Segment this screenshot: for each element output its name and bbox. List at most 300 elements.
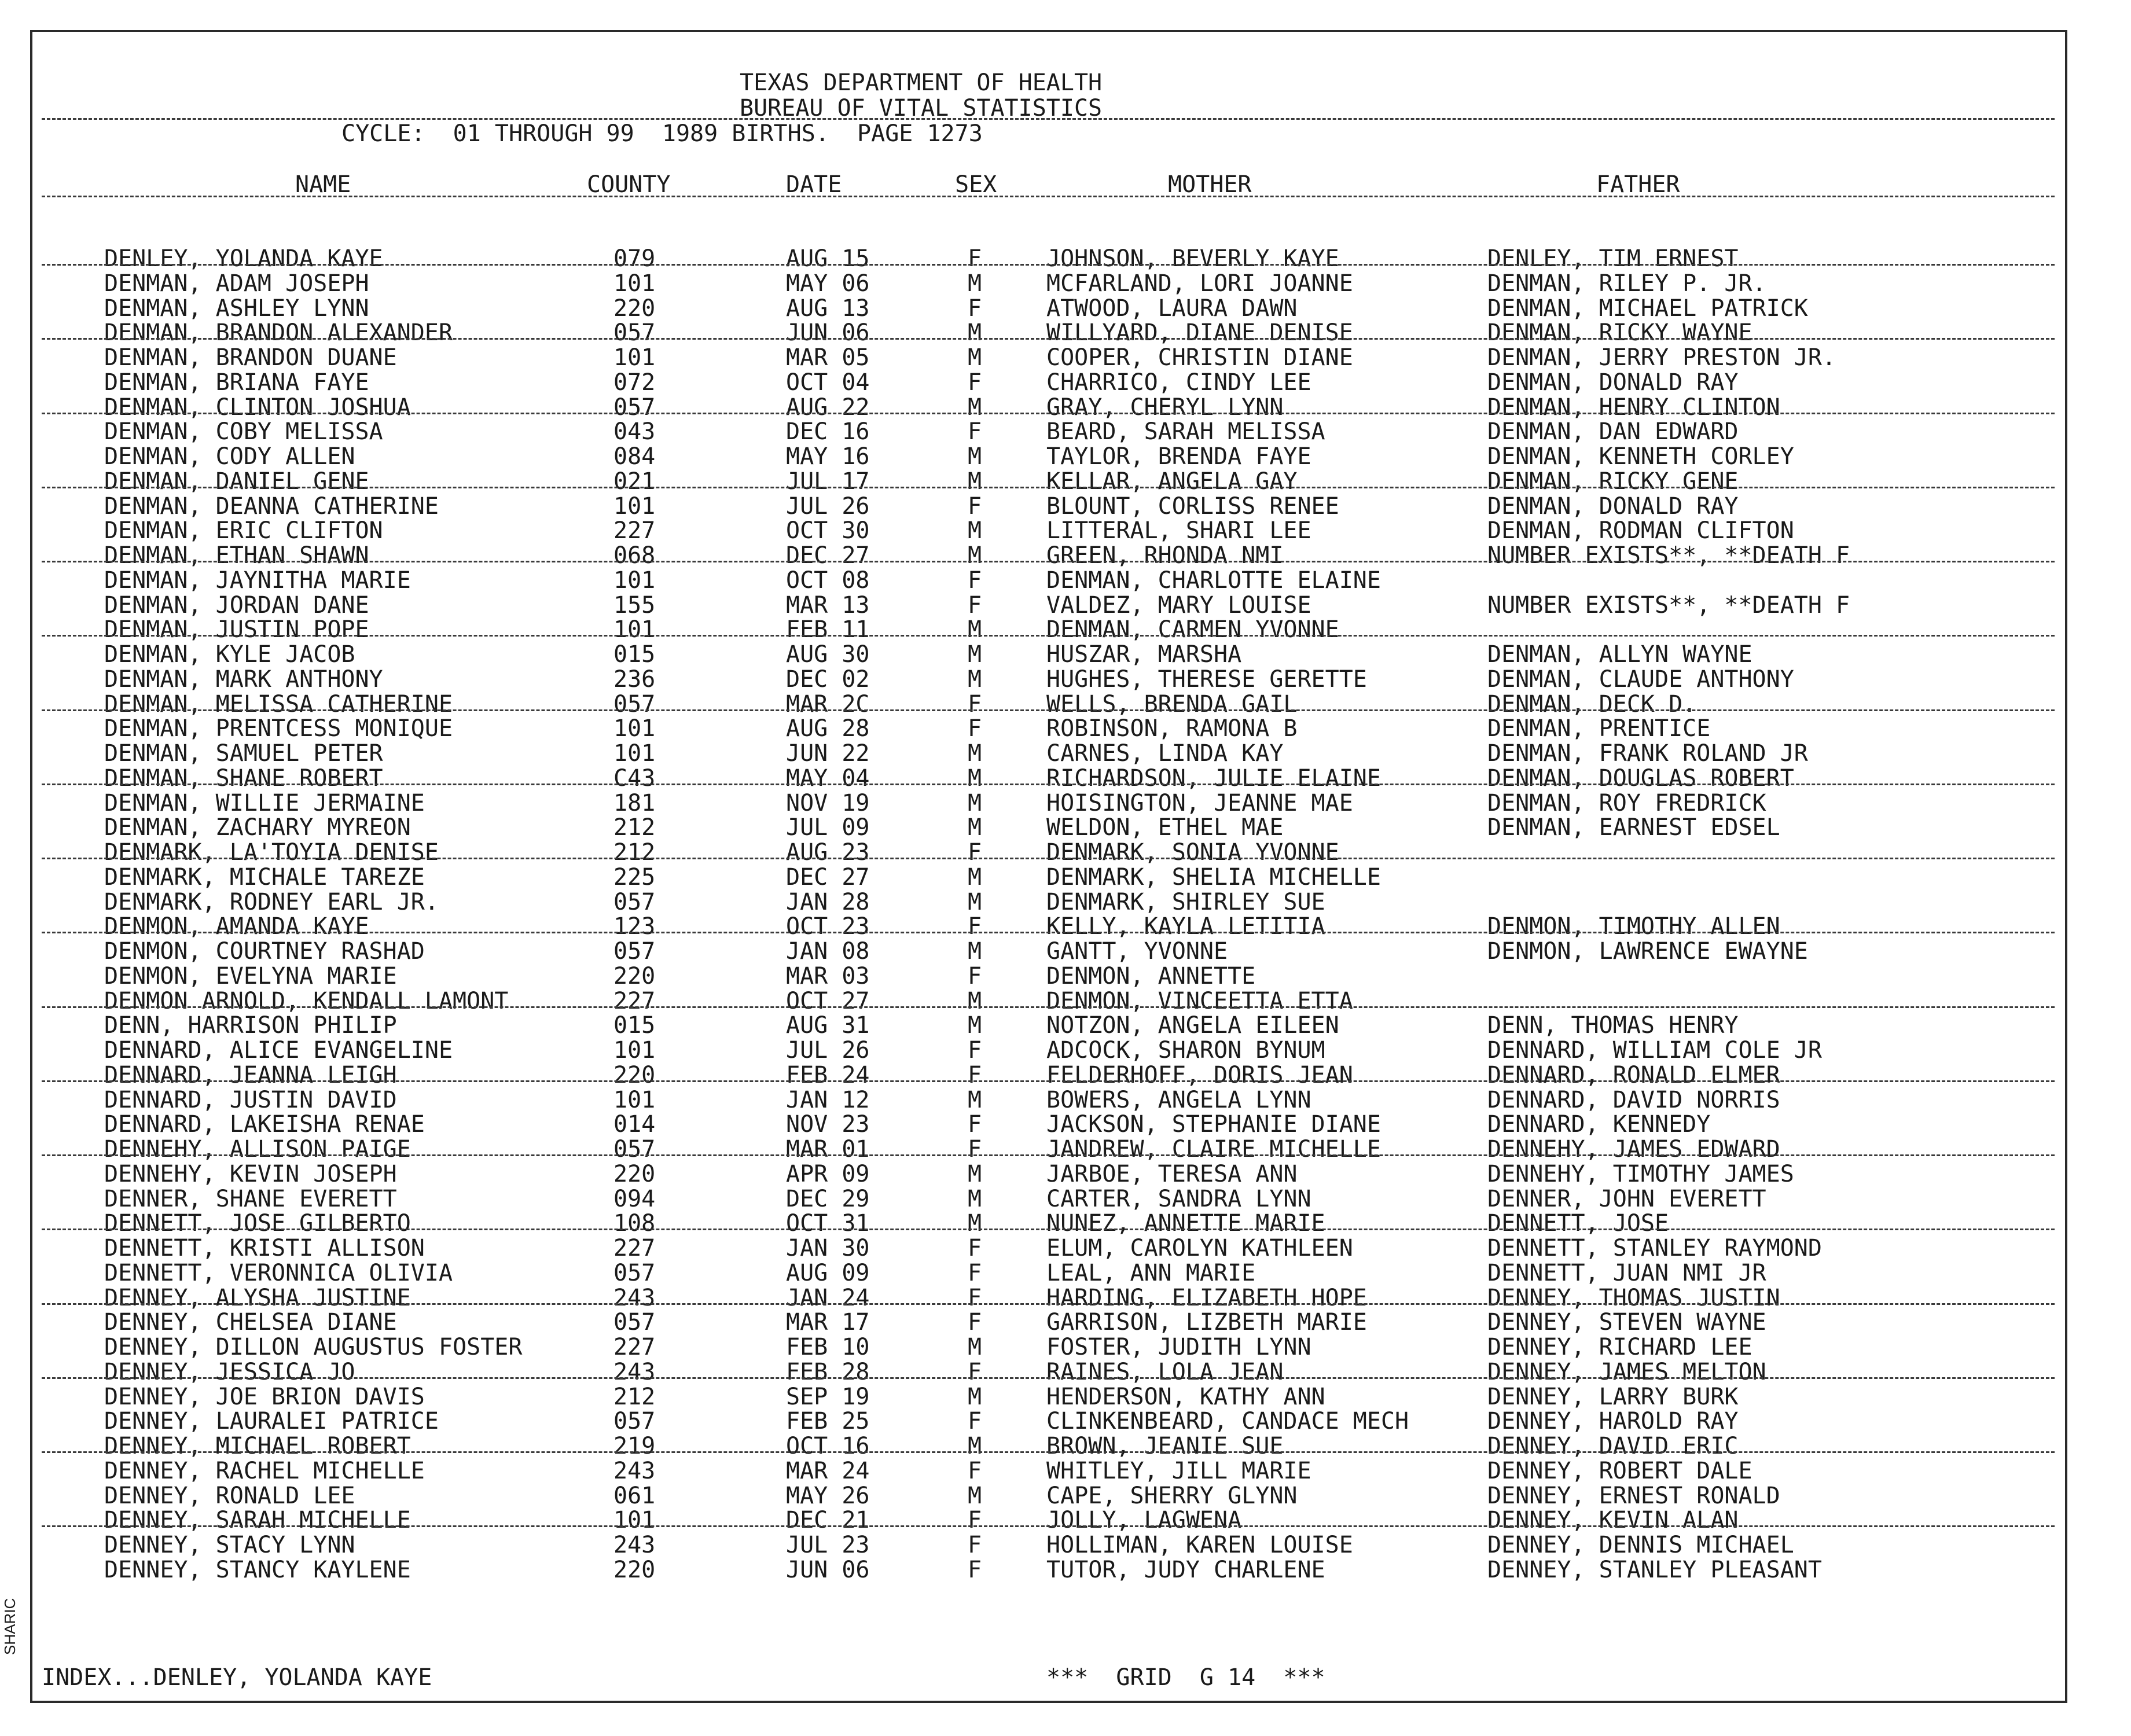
cell-county: 212	[613, 1383, 656, 1410]
cell-sex: F	[968, 245, 982, 272]
cell-name: DENNARD, JEANNA LEIGH	[104, 1061, 397, 1088]
cell-father: NUMBER EXISTS**, **DEATH F	[1487, 591, 1850, 619]
cell-sex: M	[968, 319, 982, 347]
cell-county: 225	[613, 863, 656, 891]
cell-date: OCT 08	[786, 567, 870, 594]
cell-mother: GREEN, RHONDA NMI	[1046, 542, 1284, 569]
cell-county: 123	[613, 913, 656, 940]
cell-county: 219	[613, 1433, 656, 1459]
table-row	[0, 989, 2131, 1014]
table-row	[0, 692, 2131, 717]
cell-mother: NOTZON, ANGELA EILEEN	[1046, 1012, 1339, 1039]
cell-name: DENNEY, CHELSEA DIANE	[104, 1309, 397, 1336]
cell-name: DENMAN, KYLE JACOB	[104, 641, 355, 668]
cell-county: 227	[613, 1235, 656, 1261]
cell-sex: M	[968, 938, 982, 965]
cell-county: 227	[613, 987, 656, 1014]
cell-sex: M	[968, 270, 982, 297]
cell-mother: FELDERHOFF, DORIS JEAN	[1046, 1061, 1353, 1088]
cell-father: DENLEY, TIM ERNEST	[1487, 245, 1739, 272]
cell-mother: GARRISON, LIZBETH MARIE	[1046, 1309, 1367, 1336]
cell-sex: F	[968, 1235, 982, 1261]
cell-mother: CLINKENBEARD, CANDACE MECH	[1046, 1408, 1409, 1435]
row-divider	[42, 1525, 2055, 1527]
cell-date: FEB 10	[786, 1334, 870, 1360]
cell-date: DEC 27	[786, 542, 870, 569]
cell-date: JUN 22	[786, 740, 870, 767]
cell-sex: F	[968, 1061, 982, 1088]
cell-sex: M	[968, 616, 982, 643]
cell-father: DENNEY, DAVID ERIC	[1487, 1433, 1739, 1459]
cell-father: DENMAN, FRANK ROLAND JR	[1487, 740, 1808, 767]
cell-date: MAR 17	[786, 1309, 870, 1336]
cell-name: DENNEY, JESSICA JO	[104, 1358, 355, 1385]
cell-date: MAR 01	[786, 1136, 870, 1163]
cell-father: DENN, THOMAS HENRY	[1487, 1012, 1739, 1039]
table-row	[0, 1088, 2131, 1113]
cell-mother: RAINES, LOLA JEAN	[1046, 1358, 1284, 1385]
table-row	[0, 395, 2131, 420]
cell-sex: F	[968, 1111, 982, 1138]
cell-name: DENMAN, WILLIE JERMAINE	[104, 789, 425, 816]
cell-county: 101	[613, 1086, 656, 1113]
cell-date: AUG 22	[786, 393, 870, 421]
cell-father: DENNETT, JOSE	[1487, 1210, 1669, 1237]
cell-mother: JACKSON, STEPHANIE DIANE	[1046, 1111, 1381, 1138]
cell-date: JUL 17	[786, 468, 870, 495]
cell-name: DENNEY, RACHEL MICHELLE	[104, 1457, 425, 1484]
cell-name: DENNEY, JOE BRION DAVIS	[104, 1383, 425, 1410]
row-divider	[42, 1080, 2055, 1082]
cell-sex: M	[968, 1185, 982, 1212]
cell-father: DENMAN, RILEY P. JR.	[1487, 270, 1766, 297]
cell-date: JUL 23	[786, 1532, 870, 1558]
cell-father: DENNEY, STANLEY PLEASANT	[1487, 1556, 1822, 1583]
cell-name: DENNEY, MICHAEL ROBERT	[104, 1433, 411, 1459]
cell-name: DENNEY, RONALD LEE	[104, 1482, 355, 1509]
cell-name: DENMAN, JAYNITHA MARIE	[104, 567, 411, 594]
cell-name: DENMAN, CODY ALLEN	[104, 443, 355, 470]
cell-date: MAR 2C	[786, 690, 870, 718]
cell-date: JAN 28	[786, 888, 870, 915]
row-divider	[42, 635, 2055, 637]
table-row	[0, 296, 2131, 321]
cell-name: DENNEY, SARAH MICHELLE	[104, 1507, 411, 1534]
row-divider	[42, 784, 2055, 785]
cell-county: 101	[613, 344, 656, 371]
cell-date: DEC 27	[786, 863, 870, 891]
cell-father: DENNEHY, TIMOTHY JAMES	[1487, 1160, 1794, 1187]
cell-sex: M	[968, 1334, 982, 1360]
cell-date: AUG 15	[786, 245, 870, 272]
cell-name: DENMAN, BRIANA FAYE	[104, 369, 369, 396]
cell-sex: F	[968, 1136, 982, 1163]
cell-county: 220	[613, 295, 656, 322]
cell-county: 227	[613, 517, 656, 545]
column-header-sex: SEX	[955, 171, 997, 198]
cell-sex: M	[968, 542, 982, 569]
cell-mother: JOLLY, LAGWENA	[1046, 1507, 1242, 1534]
cell-father: DENNEY, RICHARD LEE	[1487, 1334, 1752, 1360]
cell-father: DENMAN, RICKY GENE	[1487, 468, 1739, 495]
cell-sex: M	[968, 987, 982, 1014]
table-row	[0, 420, 2131, 444]
cell-sex: M	[968, 1160, 982, 1187]
cell-name: DENMAN, DEANNA CATHERINE	[104, 492, 439, 520]
cell-father: DENNEY, KEVIN ALAN	[1487, 1507, 1739, 1534]
cell-father: DENNEY, THOMAS JUSTIN	[1487, 1284, 1780, 1311]
cell-county: 243	[613, 1358, 656, 1385]
cell-name: DENMARK, RODNEY EARL JR.	[104, 888, 439, 915]
cell-name: DENNEY, ALYSHA JUSTINE	[104, 1284, 411, 1311]
cell-date: AUG 13	[786, 295, 870, 322]
cell-father: DENMAN, DOUGLAS ROBERT	[1487, 764, 1794, 792]
cell-date: FEB 11	[786, 616, 870, 643]
cell-name: DENMON, AMANDA KAYE	[104, 913, 369, 940]
cell-father: DENNETT, JUAN NMI JR	[1487, 1259, 1766, 1286]
cell-date: JUN 06	[786, 1556, 870, 1583]
table-row	[0, 840, 2131, 865]
cell-date: JAN 08	[786, 938, 870, 965]
cell-mother: BEARD, SARAH MELISSA	[1046, 418, 1325, 446]
table-row	[0, 1112, 2131, 1137]
cell-father: DENMAN, RICKY WAYNE	[1487, 319, 1752, 347]
cell-county: 220	[613, 1160, 656, 1187]
column-header-father: FATHER	[1596, 171, 1680, 198]
cell-mother: HUGHES, THERESE GERETTE	[1046, 665, 1367, 693]
table-row	[0, 964, 2131, 989]
cell-father: DENMAN, ALLYN WAYNE	[1487, 641, 1752, 668]
cell-name: DENN, HARRISON PHILIP	[104, 1012, 397, 1039]
cell-mother: WHITLEY, JILL MARIE	[1046, 1457, 1311, 1484]
cell-father: DENNEY, STEVEN WAYNE	[1487, 1309, 1766, 1336]
cell-county: 072	[613, 369, 656, 396]
cell-father: DENNEY, ROBERT DALE	[1487, 1457, 1752, 1484]
cell-sex: F	[968, 690, 982, 718]
cell-mother: CAPE, SHERRY GLYNN	[1046, 1482, 1298, 1509]
table-row	[0, 469, 2131, 494]
cell-county: 220	[613, 1061, 656, 1088]
cell-county: 101	[613, 567, 656, 594]
cell-name: DENNEY, STANCY KAYLENE	[104, 1556, 411, 1583]
cell-date: DEC 16	[786, 418, 870, 446]
row-divider	[42, 858, 2055, 859]
cell-county: 101	[613, 492, 656, 520]
cell-date: OCT 30	[786, 517, 870, 545]
cell-county: 068	[613, 542, 656, 569]
cell-sex: M	[968, 1210, 982, 1237]
cell-mother: VALDEZ, MARY LOUISE	[1046, 591, 1311, 619]
cell-mother: HENDERSON, KATHY ANN	[1046, 1383, 1325, 1410]
table-row	[0, 617, 2131, 642]
cell-sex: F	[968, 1309, 982, 1336]
grid-label: *** GRID G 14 ***	[1046, 1664, 1325, 1691]
table-row	[0, 1236, 2131, 1261]
cell-mother: WILLYARD, DIANE DENISE	[1046, 319, 1353, 347]
cell-name: DENMAN, JUSTIN POPE	[104, 616, 369, 643]
cell-county: 212	[613, 814, 656, 841]
cell-date: JUL 26	[786, 492, 870, 520]
cell-father: DENMAN, MICHAEL PATRICK	[1487, 295, 1808, 322]
cell-date: JAN 24	[786, 1284, 870, 1311]
cell-name: DENNARD, JUSTIN DAVID	[104, 1086, 397, 1113]
table-row	[0, 865, 2131, 890]
cell-date: MAY 16	[786, 443, 870, 470]
table-row	[0, 444, 2131, 469]
cell-sex: M	[968, 1086, 982, 1113]
table-row	[0, 593, 2131, 618]
cell-sex: M	[968, 468, 982, 495]
table-row	[0, 271, 2131, 296]
cell-mother: RICHARDSON, JULIE ELAINE	[1046, 764, 1381, 792]
cell-father: DENNEY, HAROLD RAY	[1487, 1408, 1739, 1435]
cell-sex: M	[968, 641, 982, 668]
cell-name: DENMAN, BRANDON ALEXANDER	[104, 319, 453, 347]
cell-name: DENMAN, MELISSA CATHERINE	[104, 690, 453, 718]
table-row	[0, 321, 2131, 345]
cell-mother: CARNES, LINDA KAY	[1046, 740, 1284, 767]
cell-sex: M	[968, 665, 982, 693]
cell-mother: ATWOOD, LAURA DAWN	[1046, 295, 1298, 322]
cell-county: 057	[613, 1136, 656, 1163]
row-divider	[42, 709, 2055, 711]
cell-name: DENNETT, VERONNICA OLIVIA	[104, 1259, 453, 1286]
cell-date: MAY 04	[786, 764, 870, 792]
row-divider	[42, 1303, 2055, 1305]
table-row	[0, 518, 2131, 543]
cell-name: DENMAN, CLINTON JOSHUA	[104, 393, 411, 421]
table-row	[0, 791, 2131, 816]
cell-mother: WELLS, BRENDA GAIL	[1046, 690, 1298, 718]
table-row	[0, 345, 2131, 370]
cell-county: 057	[613, 319, 656, 347]
cell-mother: JANDREW, CLAIRE MICHELLE	[1046, 1136, 1381, 1163]
cell-mother: DENMAN, CARMEN YVONNE	[1046, 616, 1339, 643]
cell-name: DENMON ARNOLD, KENDALL LAMONT	[104, 987, 509, 1014]
cell-mother: DENMON, ANNETTE	[1046, 962, 1256, 990]
cell-mother: LITTERAL, SHARI LEE	[1046, 517, 1311, 545]
cell-father: DENNEHY, JAMES EDWARD	[1487, 1136, 1780, 1163]
row-divider	[42, 1451, 2055, 1453]
table-row	[0, 1162, 2131, 1187]
cell-date: OCT 23	[786, 913, 870, 940]
cell-name: DENMAN, JORDAN DANE	[104, 591, 369, 619]
cell-date: JAN 12	[786, 1086, 870, 1113]
cell-mother: WELDON, ETHEL MAE	[1046, 814, 1284, 841]
table-row	[0, 716, 2131, 741]
column-header-date: DATE	[786, 171, 842, 198]
table-row	[0, 1063, 2131, 1088]
cell-name: DENNETT, KRISTI ALLISON	[104, 1235, 425, 1261]
cell-mother: LEAL, ANN MARIE	[1046, 1259, 1256, 1286]
cell-sex: M	[968, 1433, 982, 1459]
column-header-name: NAME	[295, 171, 351, 198]
cell-county: 101	[613, 616, 656, 643]
cell-name: DENMAN, SAMUEL PETER	[104, 740, 383, 767]
table-row	[0, 815, 2131, 840]
cell-name: DENMAN, PRENTCESS MONIQUE	[104, 715, 453, 742]
cell-name: DENNARD, ALICE EVANGELINE	[104, 1037, 453, 1064]
cell-date: DEC 29	[786, 1185, 870, 1212]
table-row	[0, 1385, 2131, 1410]
cell-sex: F	[968, 1259, 982, 1286]
cell-county: 220	[613, 1556, 656, 1583]
cell-county: 243	[613, 1457, 656, 1484]
cell-father: DENMON, LAWRENCE EWAYNE	[1487, 938, 1808, 965]
table-row	[0, 939, 2131, 964]
cell-father: DENNARD, DAVID NORRIS	[1487, 1086, 1780, 1113]
cell-mother: CARTER, SANDRA LYNN	[1046, 1185, 1311, 1212]
cell-sex: F	[968, 591, 982, 619]
side-tag: SHARIC	[1, 1598, 19, 1655]
cell-date: OCT 31	[786, 1210, 870, 1237]
cell-mother: JOHNSON, BEVERLY KAYE	[1046, 245, 1339, 272]
table-row	[0, 1137, 2131, 1162]
cell-mother: KELLY, KAYLA LETITIA	[1046, 913, 1325, 940]
cell-county: 043	[613, 418, 656, 446]
cell-sex: M	[968, 1012, 982, 1039]
cell-mother: BROWN, JEANIE SUE	[1046, 1433, 1284, 1459]
cell-father: DENMAN, DECK D.	[1487, 690, 1697, 718]
cell-mother: HOISINGTON, JEANNE MAE	[1046, 789, 1353, 816]
cell-sex: F	[968, 567, 982, 594]
row-divider	[42, 1154, 2055, 1156]
cell-date: MAR 24	[786, 1457, 870, 1484]
row-divider	[42, 487, 2055, 488]
cell-county: 021	[613, 468, 656, 495]
cell-father: DENMAN, ROY FREDRICK	[1487, 789, 1766, 816]
cell-name: DENNER, SHANE EVERETT	[104, 1185, 397, 1212]
table-row	[0, 543, 2131, 568]
cell-mother: MCFARLAND, LORI JOANNE	[1046, 270, 1353, 297]
cell-county: 015	[613, 1012, 656, 1039]
cell-sex: F	[968, 1507, 982, 1534]
table-row	[0, 1558, 2131, 1583]
cell-name: DENMAN, ADAM JOSEPH	[104, 270, 369, 297]
cell-sex: M	[968, 443, 982, 470]
column-header-county: COUNTY	[587, 171, 671, 198]
row-divider	[42, 338, 2055, 340]
cell-father: DENMAN, EARNEST EDSEL	[1487, 814, 1780, 841]
cell-county: 243	[613, 1532, 656, 1558]
cell-father: DENMAN, HENRY CLINTON	[1487, 393, 1780, 421]
cell-county: 212	[613, 839, 656, 866]
cell-date: APR 09	[786, 1160, 870, 1187]
cell-date: SEP 19	[786, 1383, 870, 1410]
cell-county: 236	[613, 665, 656, 693]
cell-county: 108	[613, 1210, 656, 1237]
row-divider	[42, 413, 2055, 414]
table-row	[0, 494, 2131, 519]
cell-mother: DENMARK, SONIA YVONNE	[1046, 839, 1339, 866]
cell-mother: ELUM, CAROLYN KATHLEEN	[1046, 1235, 1353, 1261]
cell-county: 057	[613, 1309, 656, 1336]
cell-mother: NUNEZ, ANNETTE MARIE	[1046, 1210, 1325, 1237]
cell-date: FEB 24	[786, 1061, 870, 1088]
cell-father: DENMAN, DONALD RAY	[1487, 492, 1739, 520]
cell-name: DENNEHY, ALLISON PAIGE	[104, 1136, 411, 1163]
cell-mother: ADCOCK, SHARON BYNUM	[1046, 1037, 1325, 1064]
table-row	[0, 1310, 2131, 1335]
cell-name: DENMAN, DANIEL GENE	[104, 468, 369, 495]
cell-sex: F	[968, 1284, 982, 1311]
row-divider	[42, 264, 2055, 266]
cell-sex: F	[968, 1532, 982, 1558]
cell-mother: TUTOR, JUDY CHARLENE	[1046, 1556, 1325, 1583]
cell-name: DENMON, EVELYNA MARIE	[104, 962, 397, 990]
cell-sex: F	[968, 839, 982, 866]
cell-mother: BOWERS, ANGELA LYNN	[1046, 1086, 1311, 1113]
report-title: TEXAS DEPARTMENT OF HEALTH	[740, 69, 1103, 96]
cell-county: 014	[613, 1111, 656, 1138]
cell-county: 084	[613, 443, 656, 470]
cell-county: 094	[613, 1185, 656, 1212]
cell-county: 015	[613, 641, 656, 668]
table-row	[0, 1211, 2131, 1236]
table-row	[0, 1533, 2131, 1558]
cell-sex: F	[968, 492, 982, 520]
cell-county: 061	[613, 1482, 656, 1509]
table-row	[0, 1261, 2131, 1286]
cell-mother: HOLLIMAN, KAREN LOUISE	[1046, 1532, 1353, 1558]
table-row	[0, 890, 2131, 915]
cell-sex: F	[968, 715, 982, 742]
cell-sex: M	[968, 393, 982, 421]
cell-father: DENNARD, RONALD ELMER	[1487, 1061, 1780, 1088]
cell-date: AUG 31	[786, 1012, 870, 1039]
table-row	[0, 914, 2131, 939]
cell-mother: GANTT, YVONNE	[1046, 938, 1228, 965]
cell-name: DENMAN, MARK ANTHONY	[104, 665, 383, 693]
cell-sex: F	[968, 1556, 982, 1583]
row-divider	[42, 1377, 2055, 1379]
divider	[42, 118, 2055, 120]
cell-sex: F	[968, 295, 982, 322]
cell-mother: HUSZAR, MARSHA	[1046, 641, 1242, 668]
cell-name: DENMAN, BRANDON DUANE	[104, 344, 397, 371]
cell-sex: M	[968, 1383, 982, 1410]
table-row	[0, 1335, 2131, 1360]
cell-name: DENLEY, YOLANDA KAYE	[104, 245, 383, 272]
cell-date: NOV 23	[786, 1111, 870, 1138]
cell-county: 057	[613, 393, 656, 421]
cell-sex: M	[968, 1482, 982, 1509]
cell-date: MAY 26	[786, 1482, 870, 1509]
cell-name: DENMAN, ETHAN SHAWN	[104, 542, 369, 569]
table-row	[0, 766, 2131, 791]
cell-father: DENMAN, DONALD RAY	[1487, 369, 1739, 396]
table-row	[0, 741, 2131, 766]
cell-mother: DENMAN, CHARLOTTE ELAINE	[1046, 567, 1381, 594]
cell-county: 220	[613, 962, 656, 990]
cell-name: DENMAN, SHANE ROBERT	[104, 764, 383, 792]
cell-county: 057	[613, 888, 656, 915]
cell-date: JUL 26	[786, 1037, 870, 1064]
cell-county: 101	[613, 740, 656, 767]
cell-sex: M	[968, 863, 982, 891]
cell-date: AUG 30	[786, 641, 870, 668]
cell-mother: KELLAR, ANGELA GAY	[1046, 468, 1298, 495]
row-divider	[42, 932, 2055, 933]
table-row	[0, 1484, 2131, 1509]
cell-sex: M	[968, 789, 982, 816]
table-row	[0, 1459, 2131, 1484]
cell-father: DENMAN, JERRY PRESTON JR.	[1487, 344, 1836, 371]
cell-date: OCT 04	[786, 369, 870, 396]
cell-mother: HARDING, ELIZABETH HOPE	[1046, 1284, 1367, 1311]
cell-sex: F	[968, 369, 982, 396]
cell-sex: M	[968, 344, 982, 371]
